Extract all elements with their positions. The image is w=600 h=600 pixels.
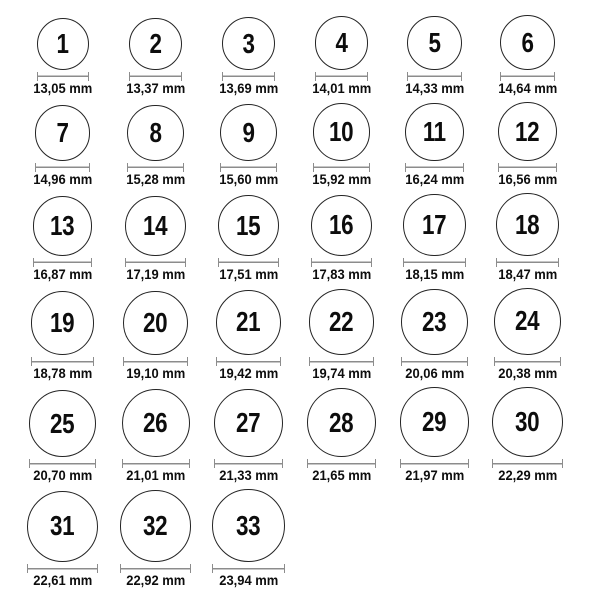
size-circle [315,16,369,70]
size-cell [202,489,295,586]
size-cell [295,388,388,482]
size-circle [125,196,185,256]
diameter-measure-line [405,163,463,172]
diameter-measure-line [311,258,373,267]
size-cell [109,196,202,281]
size-circle [407,16,462,71]
size-circle [214,389,283,458]
size-circle [123,291,187,355]
size-cell [481,387,574,483]
size-number: 8 [149,116,162,148]
size-circle [129,18,182,71]
diameter-measure-line [216,357,281,366]
diameter-measure-line [494,357,561,366]
size-circle [33,196,93,256]
diameter-measure-line [37,72,89,81]
diameter-label: 20,38 mm [497,365,558,381]
diameter-label: 21,33 mm [218,468,279,484]
size-number: 7 [56,117,69,149]
size-cell [295,195,388,282]
size-circle [216,290,281,355]
size-cell [295,289,388,379]
size-cell [16,18,109,95]
size-cell [109,291,202,380]
diameter-label: 17,19 mm [125,267,186,283]
diameter-measure-line [220,163,277,172]
size-cell [481,15,574,95]
size-cell [16,291,109,380]
diameter-label: 13,05 mm [32,81,93,97]
size-circle [401,289,467,355]
size-circle [35,105,91,161]
diameter-label: 22,92 mm [125,572,186,588]
size-number: 23 [422,305,447,337]
size-row [16,489,600,586]
diameter-measure-line [315,72,369,81]
size-number: 30 [515,406,540,438]
size-number: 32 [143,509,168,541]
size-cell [16,105,109,186]
size-number: 10 [329,116,354,148]
size-circle [494,288,561,355]
size-cell [202,290,295,380]
size-number: 29 [422,406,447,438]
size-cell [16,390,109,482]
diameter-measure-line [212,564,284,573]
size-cell [109,490,202,587]
size-circle [500,15,555,70]
diameter-measure-line [500,72,555,81]
size-cell [388,16,481,96]
size-row [16,288,600,380]
diameter-measure-line [123,357,187,366]
size-number: 24 [515,305,540,337]
diameter-label: 15,92 mm [311,172,372,188]
diameter-measure-line [129,72,182,81]
size-number: 5 [428,26,441,58]
size-circle [222,17,275,70]
diameter-label: 20,06 mm [404,365,465,381]
diameter-label: 19,10 mm [125,365,186,381]
diameter-label: 14,33 mm [404,81,465,97]
size-number: 31 [50,510,75,542]
diameter-measure-line [403,258,465,267]
size-number: 4 [335,27,348,59]
size-number: 17 [422,208,447,240]
diameter-label: 14,01 mm [311,81,372,97]
size-circle [122,389,190,457]
size-number: 26 [143,407,168,439]
size-number: 18 [515,208,540,240]
size-cell [202,195,295,281]
size-cell [109,18,202,96]
size-circle [405,103,463,161]
diameter-label: 19,42 mm [218,365,279,381]
size-circle [37,18,89,70]
size-circle [309,289,374,354]
size-row [16,193,600,281]
size-number: 1 [56,28,69,60]
diameter-label: 21,65 mm [311,468,372,484]
size-cell [202,389,295,483]
size-circle [127,105,183,161]
size-cell [388,194,481,281]
diameter-label: 13,37 mm [125,81,186,97]
diameter-measure-line [492,459,563,468]
size-number: 28 [329,406,354,438]
diameter-label: 15,60 mm [218,172,279,188]
diameter-label: 23,94 mm [218,572,279,588]
diameter-measure-line [307,459,376,468]
size-row [16,15,600,95]
size-number: 11 [423,116,446,148]
size-number: 25 [50,407,75,439]
diameter-label: 22,29 mm [497,468,558,484]
size-number: 16 [329,209,354,241]
size-cell [481,193,574,281]
diameter-label: 13,69 mm [218,81,279,97]
size-cell [109,105,202,186]
diameter-label: 17,83 mm [311,267,372,283]
size-number: 15 [236,209,261,241]
diameter-measure-line [400,459,470,468]
size-cell [16,196,109,281]
size-cell [16,491,109,587]
size-cell [295,16,388,95]
size-circle [307,388,376,457]
size-circle [496,193,559,256]
diameter-measure-line [31,357,95,366]
diameter-label: 18,78 mm [32,365,93,381]
diameter-measure-line [218,258,279,267]
size-number: 14 [143,209,168,241]
diameter-measure-line [214,459,283,468]
diameter-label: 14,96 mm [32,172,93,188]
diameter-measure-line [313,163,371,172]
diameter-label: 15,28 mm [125,172,186,188]
size-number: 3 [242,27,255,59]
diameter-label: 22,61 mm [32,572,93,588]
size-circle [220,104,277,161]
size-circle [403,194,465,256]
size-circle [492,387,563,458]
size-number: 12 [515,115,540,147]
size-cell [481,288,574,380]
size-cell [109,389,202,482]
size-number: 33 [236,509,261,541]
diameter-measure-line [33,258,93,267]
diameter-measure-line [125,258,185,267]
diameter-measure-line [309,357,374,366]
size-circle [29,390,96,457]
size-number: 9 [242,116,255,148]
diameter-label: 18,47 mm [497,267,558,283]
size-circle [313,103,371,161]
diameter-measure-line [120,564,192,573]
size-circle [27,491,98,562]
size-circle [31,291,95,355]
size-circle [218,195,279,256]
diameter-measure-line [127,163,183,172]
size-cell [388,289,481,380]
size-cell [388,103,481,186]
diameter-label: 21,01 mm [125,468,186,484]
diameter-label: 16,56 mm [497,172,558,188]
size-number: 21 [236,306,261,338]
diameter-measure-line [122,459,190,468]
diameter-label: 17,51 mm [218,267,279,283]
size-number: 19 [50,307,75,339]
size-circle [400,387,470,457]
diameter-label: 19,74 mm [311,365,372,381]
size-number: 6 [521,26,534,58]
diameter-measure-line [29,459,96,468]
diameter-measure-line [498,163,557,172]
size-number: 13 [50,210,75,242]
diameter-label: 16,24 mm [404,172,465,188]
size-circle [120,490,192,562]
size-circle [311,195,373,257]
size-cell [388,387,481,482]
size-cell [202,104,295,186]
size-number: 2 [149,27,162,59]
diameter-measure-line [496,258,559,267]
size-row [16,387,600,483]
size-cell [295,103,388,186]
size-row [16,102,600,186]
size-number: 27 [236,407,261,439]
diameter-measure-line [407,72,462,81]
diameter-measure-line [401,357,467,366]
size-cell [202,17,295,95]
size-circle [212,489,284,561]
diameter-label: 21,97 mm [404,468,465,484]
size-cell [481,102,574,186]
size-number: 20 [143,306,168,338]
diameter-measure-line [27,564,98,573]
diameter-label: 14,64 mm [497,81,558,97]
size-circle [498,102,557,161]
diameter-measure-line [35,163,91,172]
diameter-label: 16,87 mm [32,267,93,283]
diameter-measure-line [222,72,275,81]
diameter-label: 18,15 mm [404,267,465,283]
size-number: 22 [329,306,354,338]
diameter-label: 20,70 mm [32,468,93,484]
